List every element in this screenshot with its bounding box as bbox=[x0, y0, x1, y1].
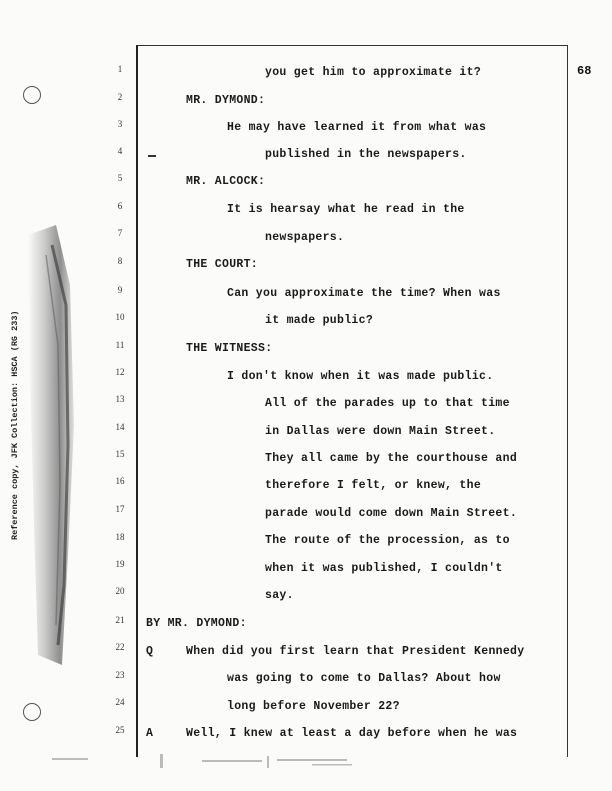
transcript-line: it made public? bbox=[265, 314, 374, 327]
transcript-line: published in the newspapers. bbox=[265, 148, 467, 161]
transcript-line: When did you first learn that President Kennedy bbox=[186, 645, 525, 658]
binder-hole-bottom bbox=[23, 703, 41, 721]
transcript-line: when it was published, I couldn't bbox=[265, 562, 503, 575]
line-number: 9 bbox=[117, 285, 123, 295]
transcript-line: was going to come to Dallas? About how bbox=[227, 672, 501, 685]
transcript-line: I don't know when it was made public. bbox=[227, 370, 494, 383]
question-marker: Q bbox=[146, 645, 154, 658]
line-number: 6 bbox=[117, 201, 123, 211]
stray-dash-mark bbox=[148, 155, 156, 157]
transcript-line: in Dallas were down Main Street. bbox=[265, 425, 496, 438]
line-number: 17 bbox=[115, 504, 125, 514]
transcript-line: Well, I knew at least a day before when he was bbox=[186, 727, 518, 740]
transcript-line: All of the parades up to that time bbox=[265, 397, 510, 410]
transcript-line: therefore I felt, or knew, the bbox=[265, 479, 482, 492]
line-number: 2 bbox=[117, 92, 123, 102]
line-number: 19 bbox=[115, 559, 125, 569]
line-number: 10 bbox=[115, 312, 125, 322]
line-number: 25 bbox=[115, 725, 125, 735]
transcript-line: you get him to approximate it? bbox=[265, 66, 482, 79]
line-number: 8 bbox=[117, 256, 123, 266]
transcript-line: newspapers. bbox=[265, 231, 345, 244]
line-number: 14 bbox=[115, 422, 125, 432]
transcript-line: He may have learned it from what was bbox=[227, 121, 487, 134]
line-number: 12 bbox=[115, 367, 125, 377]
transcript-line: They all came by the courthouse and bbox=[265, 452, 518, 465]
line-number: 22 bbox=[115, 642, 125, 652]
speaker-label: MR. DYMOND: bbox=[186, 94, 266, 107]
transcript-line: It is hearsay what he read in the bbox=[227, 203, 465, 216]
speaker-label: THE COURT: bbox=[186, 258, 259, 271]
answer-marker: A bbox=[146, 727, 154, 740]
transcript-line: parade would come down Main Street. bbox=[265, 507, 518, 520]
line-number: 23 bbox=[115, 670, 125, 680]
line-number: 24 bbox=[115, 697, 125, 707]
line-number: 18 bbox=[115, 532, 125, 542]
line-number: 11 bbox=[115, 340, 125, 350]
line-number: 1 bbox=[117, 64, 123, 74]
transcript-line: say. bbox=[265, 589, 294, 602]
line-number: 15 bbox=[115, 449, 125, 459]
page-number: 68 bbox=[577, 64, 592, 78]
line-number: 3 bbox=[117, 119, 123, 129]
line-number: 21 bbox=[115, 615, 125, 625]
binder-hole-top bbox=[23, 86, 41, 104]
line-number: 4 bbox=[117, 146, 123, 156]
transcript-line: long before November 22? bbox=[227, 700, 400, 713]
transcript-line: The route of the procession, as to bbox=[265, 534, 510, 547]
archive-reference-label: Reference copy, JFK Collection: HSCA (RG 233) bbox=[10, 310, 20, 540]
scan-noise-footer bbox=[52, 750, 382, 780]
transcript-line: Can you approximate the time? When was bbox=[227, 287, 501, 300]
line-number: 20 bbox=[115, 586, 125, 596]
line-number: 5 bbox=[117, 173, 123, 183]
line-number: 7 bbox=[117, 228, 123, 238]
speaker-label: MR. ALCOCK: bbox=[186, 175, 266, 188]
examination-heading: BY MR. DYMOND: bbox=[146, 617, 247, 630]
speaker-label: THE WITNESS: bbox=[186, 342, 273, 355]
line-number: 16 bbox=[115, 476, 125, 486]
line-number: 13 bbox=[115, 394, 125, 404]
